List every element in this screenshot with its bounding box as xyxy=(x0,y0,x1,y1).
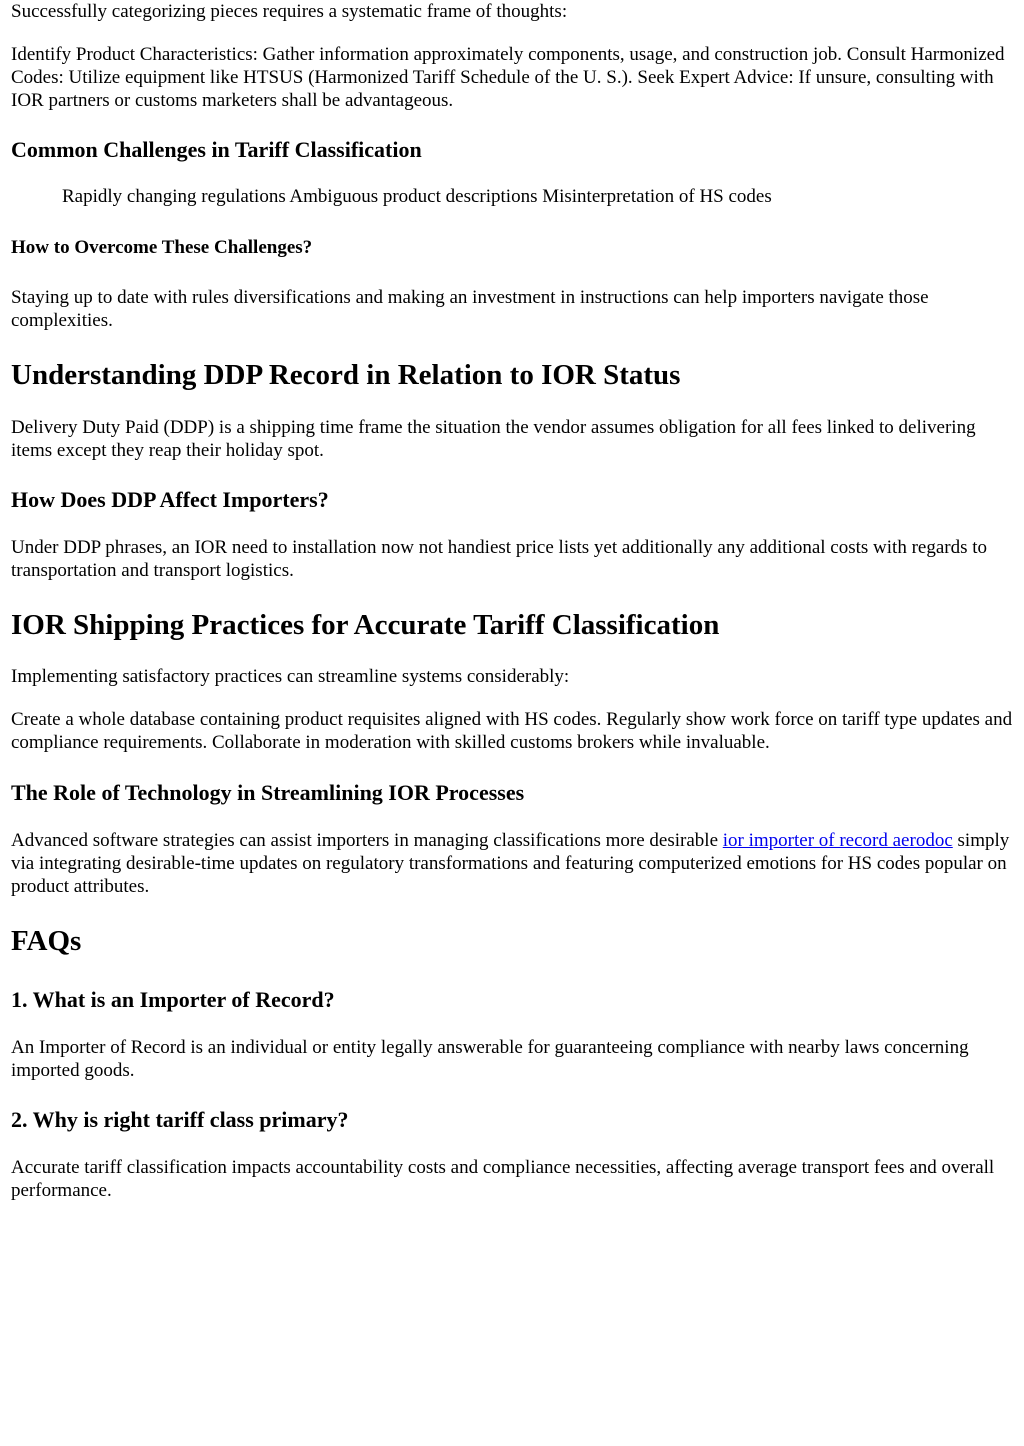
ddp-heading: Understanding DDP Record in Relation to IOR Status xyxy=(11,359,681,391)
technology-text-before: Advanced software strategies can assist importers in managing classifications more desirable xyxy=(11,830,723,851)
technology-text-after: simply via integrating desirable-time updates on regulatory transformations and featuring computerized emotions for HS codes popular on product attributes. xyxy=(11,830,1010,897)
overcome-heading: How to Overcome These Challenges? xyxy=(11,237,313,258)
importer-of-record-link[interactable]: ior importer of record aerodoc xyxy=(722,830,953,851)
faq-answer: Accurate tariff classification impacts accountability costs and compliance necessities, affecting average transport fees and overall performance. xyxy=(11,1157,995,1201)
ddp-affect-heading: How Does DDP Affect Importers? xyxy=(11,487,329,512)
challenges-heading: Common Challenges in Tariff Classification xyxy=(11,137,422,162)
faq-answer: An Importer of Record is an individual or entity legally answerable for guaranteeing compliance with nearby laws concerning imported goods. xyxy=(11,1037,969,1081)
challenges-list-text: Rapidly changing regulations Ambiguous product descriptions Misinterpretation of HS codes xyxy=(62,186,772,207)
faqs-heading: FAQs xyxy=(11,925,82,957)
practices-text: Create a whole database containing product requisites aligned with HS codes. Regularly show work force on tariff type updates and compliance requirements. Collaborate in moderation with skilled customs brokers while invaluable. xyxy=(11,709,1013,753)
ddp-affect-text: Under DDP phrases, an IOR need to installation now not handiest price lists yet additionally any additional costs with regards to transportation and transport logistics. xyxy=(11,537,988,581)
overcome-text: Staying up to date with rules diversifications and making an investment in instructions can help importers navigate those complexities. xyxy=(11,287,929,331)
intro-lead: Successfully categorizing pieces requires a systematic frame of thoughts: xyxy=(11,1,568,22)
practices-heading: IOR Shipping Practices for Accurate Tariff Classification xyxy=(11,609,720,641)
ddp-text: Delivery Duty Paid (DDP) is a shipping time frame the situation the vendor assumes obligation for all fees linked to delivering items except they reap their holiday spot. xyxy=(11,417,976,461)
intro-steps: Identify Product Characteristics: Gather information approximately components, usage, and construction job. Consult Harmonized Codes: Utilize equipment like HTSUS (Harmonized Tariff Schedule of the U. S.). Seek Expert Advice: If unsure, consulting with IOR partners or customs marketers shall be advantageous. xyxy=(11,44,1005,111)
practices-lead: Implementing satisfactory practices can streamline systems considerably: xyxy=(11,666,570,687)
faq-question: 2. Why is right tariff class primary? xyxy=(11,1107,349,1132)
technology-heading: The Role of Technology in Streamlining IOR Processes xyxy=(11,780,525,805)
challenges-list xyxy=(11,185,1014,208)
faq-question: 1. What is an Importer of Record? xyxy=(11,987,335,1012)
technology-text xyxy=(11,829,1014,898)
